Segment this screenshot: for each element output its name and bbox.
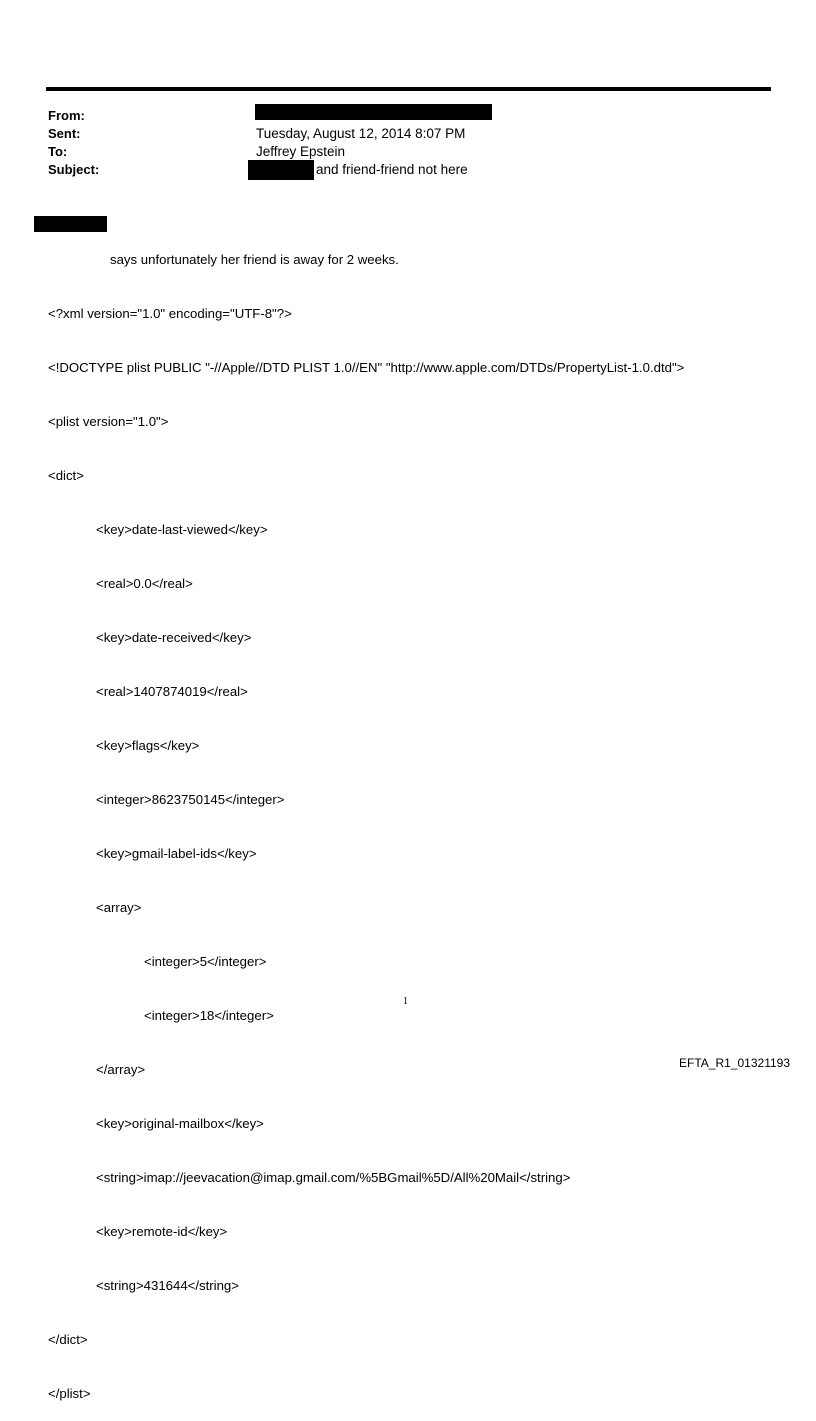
body-line: <string>431644</string> [96,1278,239,1293]
body-line: </plist> [48,1386,91,1401]
bates-number: EFTA_R1_01321193 [679,1056,790,1070]
body-line: <array> [96,900,142,915]
body-line: <plist version="1.0"> [48,414,169,429]
from-redaction [255,104,492,120]
to-label: To: [48,144,68,159]
body-line: <!DOCTYPE plist PUBLIC "-//Apple//DTD PLIST 1.0//EN" "http://www.apple.com/DTDs/PropertyList-1.0.dtd"> [48,360,685,375]
subject-label: Subject: [48,162,100,177]
body-line: </array> [96,1062,146,1077]
body-line: <dict> [48,468,84,483]
body-line: </dict> [48,1332,88,1347]
sent-value: Tuesday, August 12, 2014 8:07 PM [256,126,466,141]
body-line: <real>0.0</real> [96,576,193,591]
page-number: 1 [403,996,408,1007]
body-line: <string>imap://jeevacation@imap.gmail.com/%5BGmail%5D/All%20Mail</string> [96,1170,571,1185]
subject-redaction [248,160,314,180]
subject-value: and friend-friend not here [316,162,468,177]
from-label: From: [48,108,85,123]
sent-label: Sent: [48,126,81,141]
body-line: <key>remote-id</key> [96,1224,228,1239]
body-line: <key>original-mailbox</key> [96,1116,264,1131]
header-rule [46,87,771,91]
body-line: says unfortunately her friend is away for 2 weeks. [110,252,399,267]
body-line: <key>gmail-label-ids</key> [96,846,257,861]
body-line: <real>1407874019</real> [96,684,248,699]
body-line: <key>date-received</key> [96,630,252,645]
email-body [48,215,684,1421]
body-line: <integer>8623750145</integer> [96,792,285,807]
body-line: <key>date-last-viewed</key> [96,522,268,537]
to-value: Jeffrey Epstein [256,144,346,159]
body-line: <integer>18</integer> [144,1008,274,1023]
body-line: <?xml version="1.0" encoding="UTF-8"?> [48,306,292,321]
body-line: <integer>5</integer> [144,954,267,969]
body-line: <key>flags</key> [96,738,200,753]
